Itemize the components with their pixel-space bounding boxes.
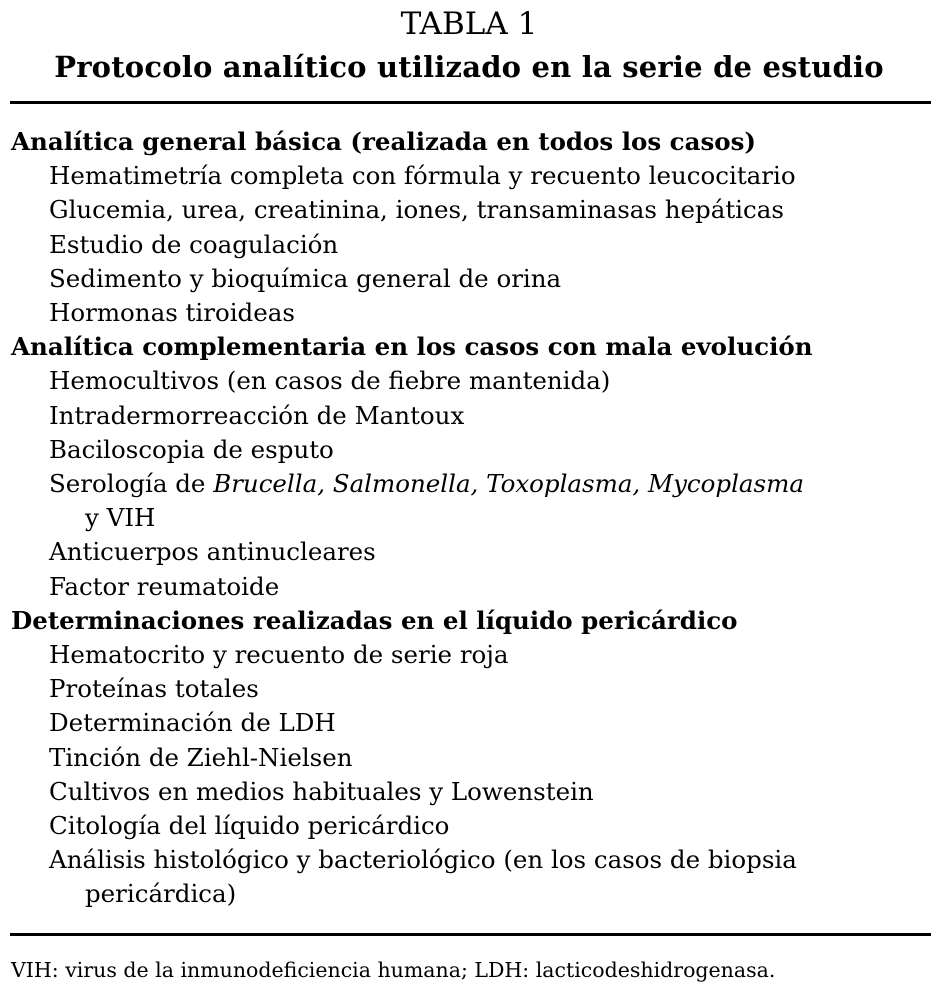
list-item: Sedimento y bioquímica general de orina — [49, 263, 562, 293]
biopsy-continuation: pericárdica) — [85, 879, 237, 909]
section-heading-general: Analítica general básica (realizada en todos los casos) — [11, 127, 756, 156]
list-item: Baciloscopia de esputo — [49, 434, 334, 464]
list-item-biopsy — [11, 843, 931, 911]
list-item: Hematimetría completa con fórmula y recuento leucocitario — [49, 161, 796, 191]
list-item: Proteínas totales — [49, 674, 259, 704]
list-item: Glucemia, urea, creatinina, iones, transaminasas hepáticas — [49, 195, 784, 225]
serology-prefix: Serología de — [49, 469, 214, 498]
table-title: Protocolo analítico utilizado en la serie de estudio — [54, 50, 884, 84]
table-footnote: VIH: virus de la inmunodeficiencia humana; LDH: lacticodeshidrogenasa. — [11, 958, 776, 982]
serology-continuation: y VIH — [85, 503, 156, 533]
serology-organisms: Brucella, Salmonella, Toxoplasma, Mycoplasma — [213, 469, 804, 498]
section-heading-pericardial: Determinaciones realizadas en el líquido pericárdico — [11, 605, 738, 635]
list-item: Estudio de coagulación — [49, 229, 339, 259]
list-item: Hematocrito y recuento de serie roja — [49, 640, 509, 669]
section-heading-complementary: Analítica complementaria en los casos con mala evolución — [11, 332, 813, 362]
list-item-serology — [11, 467, 931, 535]
bottom-rule — [10, 933, 931, 936]
list-item: Cultivos en medios habituales y Lowenstein — [49, 776, 594, 806]
list-item: Hormonas tiroideas — [49, 298, 295, 327]
list-item: Determinación de LDH — [49, 708, 336, 738]
list-item: Factor reumatoide — [49, 571, 280, 601]
list-item: Anticuerpos antinucleares — [49, 537, 376, 567]
list-item: Intradermorreacción de Mantoux — [49, 400, 465, 430]
list-item: Tinción de Ziehl-Nielsen — [49, 742, 353, 772]
biopsy-text: Análisis histológico y bacteriológico (en los casos de biopsia — [49, 845, 797, 875]
table-body — [11, 125, 931, 912]
top-rule — [10, 101, 931, 104]
table-number: TABLA 1 — [400, 6, 538, 42]
list-item: Hemocultivos (en casos de fiebre mantenida) — [49, 366, 611, 396]
list-item: Citología del líquido pericárdico — [49, 811, 450, 841]
